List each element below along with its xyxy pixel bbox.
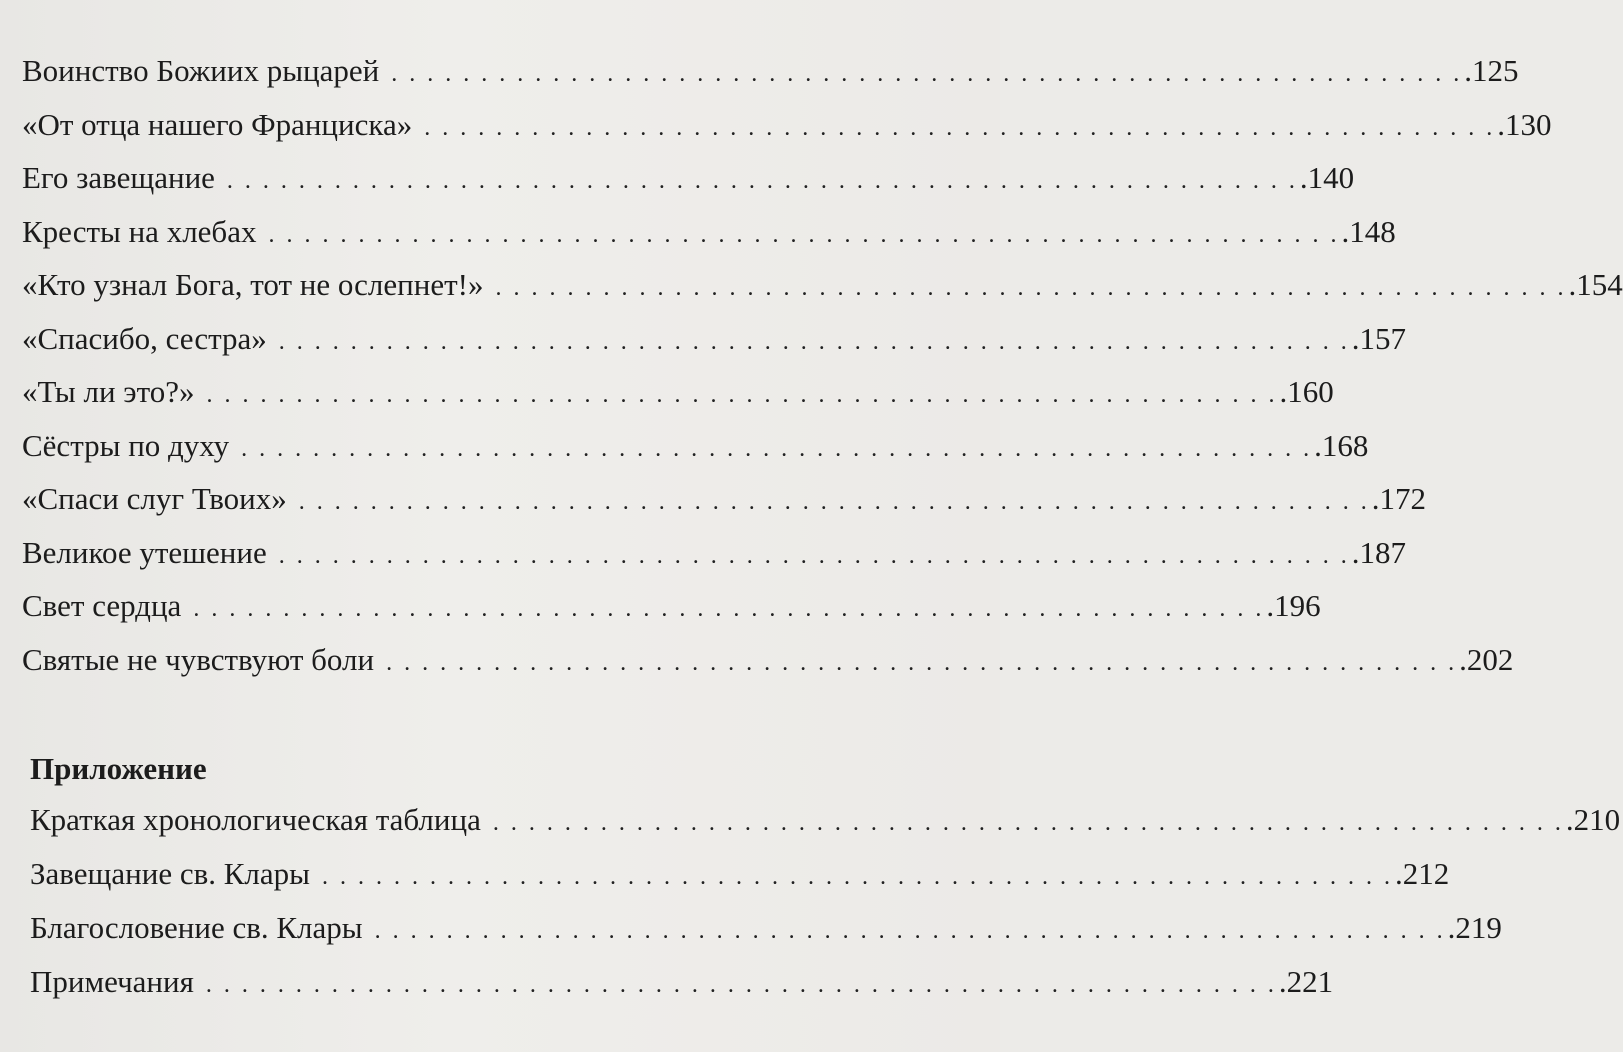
dot-leader: . . . . . . . . . . . . . . . . . . . . . . . . . . . . . . . . . . . . . . . . . . . . . . . . . . . . . . . . . . . .: [193, 596, 1265, 622]
entry-page-number: .187: [1351, 534, 1406, 570]
toc-entry: [22, 312, 1407, 366]
entry-title: Сёстры по духу: [22, 427, 230, 463]
toc-entry: [30, 901, 1502, 955]
toc-entry: [22, 526, 1406, 580]
entry-title: «Ты ли это?»: [22, 374, 195, 409]
toc-entry: [30, 955, 1334, 1009]
entry-title: Свет сердца: [22, 588, 182, 623]
entry-page-number: .221: [1278, 964, 1334, 999]
dot-leader: . . . . . . . . . . . . . . . . . . . . . . . . . . . . . . . . . . . . . . . . . . . . . . . . . . . . . . . . . . . .: [206, 382, 1278, 408]
toc-entry: [22, 472, 1426, 526]
entry-page-number: .157: [1351, 320, 1407, 356]
toc-entry: [22, 365, 1334, 419]
table-of-contents: [22, 44, 1623, 686]
entry-title: Примечания: [30, 964, 194, 999]
toc-entry: [22, 419, 1369, 473]
dot-leader: . . . . . . . . . . . . . . . . . . . . . . . . . . . . . . . . . . . . . . . . . . . . . . . . . . . . . . . . . . . .: [492, 810, 1564, 836]
entry-title: Кресты на хлебах: [22, 213, 257, 249]
entry-title: «Кто узнал Бога, тот не ослепнет!»: [22, 267, 484, 302]
dot-leader: . . . . . . . . . . . . . . . . . . . . . . . . . . . . . . . . . . . . . . . . . . . . . . . . . . . . . . . . . . . .: [386, 649, 1458, 676]
entry-page-number: .212: [1394, 856, 1450, 891]
entry-page-number: .148: [1341, 213, 1396, 249]
entry-title: «Спасибо, сестра»: [22, 320, 267, 356]
entry-page-number: .130: [1497, 106, 1552, 142]
appendix-section: [30, 745, 1621, 1009]
entry-page-number: .196: [1266, 588, 1321, 623]
entry-page-number: .210: [1565, 802, 1621, 837]
dot-leader: . . . . . . . . . . . . . . . . . . . . . . . . . . . . . . . . . . . . . . . . . . . . . . . . . . . . . . . . . . . .: [226, 168, 1298, 194]
dot-leader: . . . . . . . . . . . . . . . . . . . . . . . . . . . . . . . . . . . . . . . . . . . . . . . . . . . . . . . . . . . .: [268, 221, 1340, 248]
entry-page-number: .154: [1568, 267, 1623, 302]
dot-leader: . . . . . . . . . . . . . . . . . . . . . . . . . . . . . . . . . . . . . . . . . . . . . . . . . . . . . . . . . . . .: [241, 435, 1313, 462]
toc-entry: [22, 44, 1519, 98]
entry-page-number: .202: [1459, 641, 1514, 677]
section-heading: Приложение: [30, 751, 207, 786]
dot-leader: . . . . . . . . . . . . . . . . . . . . . . . . . . . . . . . . . . . . . . . . . . . . . . . . . . . . . . . . . . . .: [374, 918, 1446, 944]
entry-page-number: .219: [1447, 910, 1502, 945]
entry-title: «Спаси слуг Твоих»: [22, 481, 287, 516]
dot-leader: . . . . . . . . . . . . . . . . . . . . . . . . . . . . . . . . . . . . . . . . . . . . . . . . . . . . . . . . . . . .: [495, 275, 1567, 301]
entry-title: «От отца нашего Франциска»: [22, 106, 413, 142]
dot-leader: . . . . . . . . . . . . . . . . . . . . . . . . . . . . . . . . . . . . . . . . . . . . . . . . . . . . . . . . . . . .: [391, 61, 1463, 87]
entry-title: Благословение св. Клары: [30, 910, 363, 945]
toc-entry: [30, 793, 1621, 847]
entry-title: Воинство Божиих рыцарей: [22, 53, 380, 88]
toc-entry: [22, 258, 1623, 312]
toc-entry: [22, 98, 1552, 152]
toc-entry: [22, 151, 1355, 205]
entry-page-number: .172: [1371, 481, 1426, 516]
entry-page-number: .168: [1314, 427, 1369, 463]
dot-leader: . . . . . . . . . . . . . . . . . . . . . . . . . . . . . . . . . . . . . . . . . . . . . . . . . . . . . . . . . . . .: [321, 864, 1393, 890]
entry-title: Завещание св. Клары: [30, 856, 310, 891]
entry-page-number: .140: [1299, 160, 1355, 195]
toc-entry: [30, 847, 1450, 901]
appendix-list: [30, 793, 1621, 1009]
entry-title: Великое утешение: [22, 534, 267, 570]
entry-page-number: .160: [1279, 374, 1334, 409]
entry-title: Его завещание: [22, 160, 215, 195]
toc-entry: [22, 633, 1514, 687]
dot-leader: . . . . . . . . . . . . . . . . . . . . . . . . . . . . . . . . . . . . . . . . . . . . . . . . . . . . . . . . . . . .: [424, 114, 1496, 141]
toc-entry: [22, 205, 1396, 259]
entry-title: Святые не чувствуют боли: [22, 641, 375, 677]
entry-title: Краткая хронологическая таблица: [30, 802, 481, 837]
entry-page-number: .125: [1464, 53, 1519, 88]
toc-entry: [22, 579, 1321, 633]
dot-leader: . . . . . . . . . . . . . . . . . . . . . . . . . . . . . . . . . . . . . . . . . . . . . . . . . . . . . . . . . . . .: [298, 489, 1370, 515]
dot-leader: . . . . . . . . . . . . . . . . . . . . . . . . . . . . . . . . . . . . . . . . . . . . . . . . . . . . . . . . . . . .: [205, 972, 1277, 998]
dot-leader: . . . . . . . . . . . . . . . . . . . . . . . . . . . . . . . . . . . . . . . . . . . . . . . . . . . . . . . . . . . .: [278, 542, 1350, 569]
dot-leader: . . . . . . . . . . . . . . . . . . . . . . . . . . . . . . . . . . . . . . . . . . . . . . . . . . . . . . . . . . . .: [278, 328, 1350, 355]
